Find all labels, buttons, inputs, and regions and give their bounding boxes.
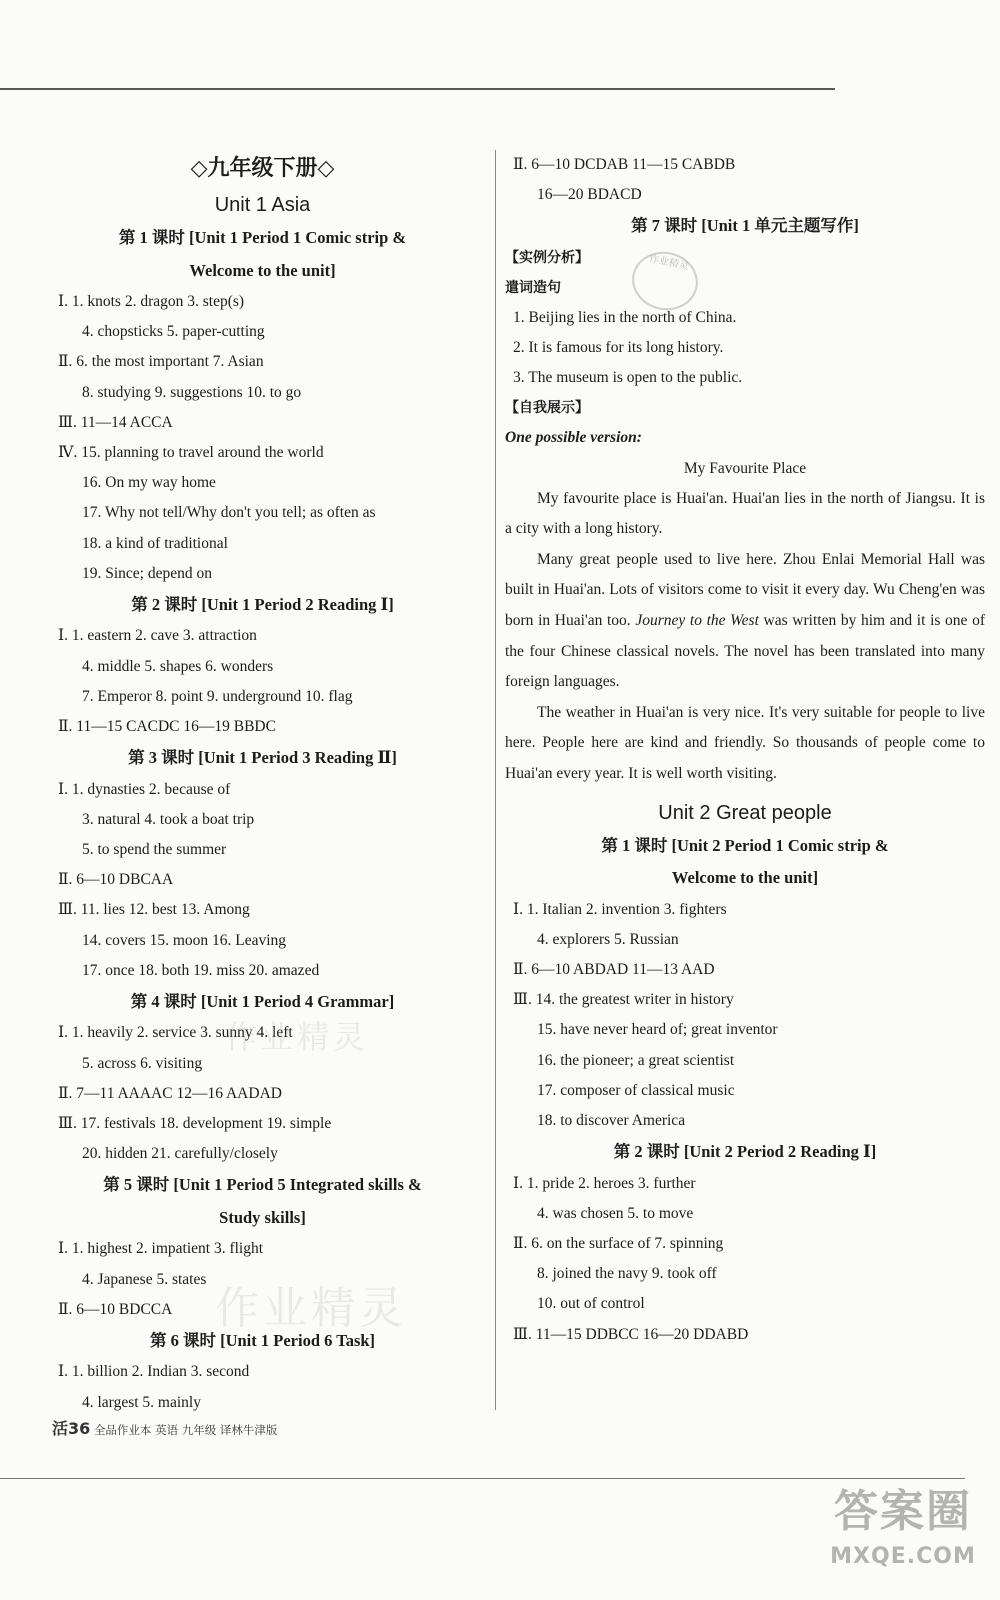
right-column [505, 150, 985, 1350]
answer-line: 10. out of control [537, 1295, 645, 1313]
lesson-heading: 第 5 课时 [Unit 1 Period 5 Integrated skills & [103, 1175, 422, 1195]
answer-line: 8. studying 9. suggestions 10. to go [82, 383, 302, 401]
answer-line: Ⅰ. 1. heavily 2. service 3. sunny 4. left [58, 1024, 293, 1042]
essay-title: My Favourite Place [683, 459, 807, 477]
answer-line: Ⅳ. 15. planning to travel around the world [58, 443, 324, 461]
lesson-heading: 第 2 课时 [Unit 1 Period 2 Reading Ⅰ] [131, 594, 394, 614]
answer-line: Ⅱ. 6—10 ABDAD 11—13 AAD [513, 960, 715, 978]
book-section-title: ◇九年级下册◇ [190, 156, 335, 181]
answer-line: 3. natural 4. took a boat trip [82, 810, 255, 828]
lesson-heading: 第 4 课时 [Unit 1 Period 4 Grammar] [130, 991, 395, 1011]
answer-line: 4. was chosen 5. to move [537, 1204, 694, 1222]
answer-line: Ⅰ. 1. knots 2. dragon 3. step(s) [58, 293, 245, 310]
lesson-heading: 第 6 课时 [Unit 1 Period 6 Task] [149, 1330, 376, 1350]
answer-line: 17. once 18. both 19. miss 20. amazed [82, 961, 320, 979]
answer-line: Ⅰ. 1. pride 2. heroes 3. further [513, 1174, 696, 1192]
answer-line: 16. On my way home [82, 474, 216, 492]
lesson-heading: 第 2 课时 [Unit 2 Period 2 Reading Ⅰ] [613, 1142, 877, 1162]
answer-line: 16—20 BDACD [537, 186, 642, 204]
page-number: 活36 [52, 1419, 91, 1438]
answer-line: 7. Emperor 8. point 9. underground 10. flag [82, 687, 353, 705]
answer-line: 8. joined the navy 9. took off [537, 1265, 717, 1283]
right-top-lines [505, 150, 985, 454]
answer-line: Ⅱ. 6. on the surface of 7. spinning [513, 1234, 724, 1252]
bottom-rule [0, 1478, 965, 1479]
answer-line: Ⅰ. 1. billion 2. Indian 3. second [58, 1363, 250, 1381]
site-logo: 答案圈 MXQE.COM [830, 1486, 976, 1569]
answer-line: 4. chopsticks 5. paper-cutting [82, 323, 265, 341]
answer-line: 17. Why not tell/Why don't you tell; as often as [82, 504, 376, 522]
answer-line: Ⅰ. 1. highest 2. impatient 3. flight [58, 1240, 264, 1258]
lesson-heading: 第 3 课时 [Unit 1 Period 3 Reading Ⅱ] [128, 748, 397, 768]
lesson-heading: 第 7 课时 [Unit 1 单元主题写作] [631, 216, 859, 236]
answer-line: 4. middle 5. shapes 6. wonders [82, 657, 274, 675]
answer-line: Ⅲ. 14. the greatest writer in history [513, 991, 734, 1009]
answer-line: Ⅰ. 1. dynasties 2. because of [58, 780, 231, 798]
answer-line: Ⅱ. 6—10 BDCCA [58, 1300, 173, 1318]
answer-line: Ⅱ. 7—11 AAAAC 12—16 AADAD [58, 1084, 282, 1102]
answer-line: Ⅱ. 6. the most important 7. Asian [58, 353, 264, 371]
watermark-text: 作业精灵 [225, 1018, 370, 1056]
answer-line: 19. Since; depend on [82, 564, 213, 582]
unit-1-title: Unit 1 Asia [214, 194, 311, 216]
answer-line: 4. Japanese 5. states [82, 1270, 207, 1288]
lesson-heading: Welcome to the unit] [671, 868, 819, 888]
answer-line: 14. covers 15. moon 16. Leaving [82, 931, 287, 949]
section-tag: 【实例分析】 [505, 249, 589, 266]
lesson-heading: Welcome to the unit] [189, 260, 336, 280]
answer-line: 5. across 6. visiting [82, 1054, 203, 1072]
answer-line: 16. the pioneer; a great scientist [537, 1051, 735, 1069]
top-rule [0, 88, 835, 90]
answer-line: Ⅲ. 11. lies 12. best 13. Among [58, 901, 250, 919]
stamp-watermark: 作业精灵 [627, 246, 704, 316]
answer-line: 4. explorers 5. Russian [537, 930, 679, 948]
answer-line: Ⅱ. 11—15 CACDC 16—19 BBDC [58, 717, 276, 735]
answer-line: 18. to discover America [537, 1111, 686, 1129]
essay-paragraph: Many great people used to live here. Zhou Enlai Memorial Hall was built in Huai'an. Lots of visitors come to visit it every day. Wu Cheng'en was born in Huai'an too. Journey to the West was written by him and it is one of the four Chinese classical novels. The novel has been translated into many foreign languages. [505, 550, 985, 691]
right-bottom-lines [505, 830, 985, 1350]
answer-line: Ⅱ. 6—10 DBCAA [58, 871, 174, 889]
sentence-line: 1. Beijing lies in the north of China. [513, 308, 737, 326]
essay-paragraph: My favourite place is Huai'an. Huai'an lies in the north of Jiangsu. It is a city with a long history. [505, 489, 985, 538]
answer-line: Ⅲ. 17. festivals 18. development 19. simple [58, 1115, 332, 1132]
answer-line: 18. a kind of traditional [82, 534, 228, 552]
answer-line: Ⅱ. 6—10 DCDAB 11—15 CABDB [513, 156, 736, 173]
answer-page [50, 150, 985, 1420]
page-footer [52, 1416, 277, 1439]
sentence-line: 2. It is famous for its long history. [513, 339, 724, 357]
sentence-line: 3. The museum is open to the public. [513, 369, 743, 387]
answer-line: Ⅲ. 11—15 DDBCC 16—20 DDABD [513, 1325, 749, 1343]
section-tag: 遣词造句 [505, 279, 561, 296]
answer-line: Ⅲ. 11—14 ACCA [58, 413, 173, 431]
answer-line: 4. largest 5. mainly [82, 1393, 201, 1411]
unit-2-title: Unit 2 Great people [658, 801, 832, 824]
left-column [50, 150, 475, 1418]
book-info: 全品作业本 英语 九年级 译林牛津版 [93, 1423, 278, 1437]
column-divider [495, 150, 496, 1410]
answer-line: Ⅰ. 1. eastern 2. cave 3. attraction [58, 627, 257, 645]
lesson-heading: Study skills] [219, 1207, 306, 1227]
left-answer-lines [50, 222, 475, 1418]
version-label: One possible version: [505, 429, 642, 447]
answer-line: 15. have never heard of; great inventor [537, 1021, 778, 1039]
section-tag: 【自我展示】 [505, 400, 589, 417]
answer-line: 20. hidden 21. carefully/closely [82, 1145, 278, 1163]
answer-line: 5. to spend the summer [82, 841, 227, 858]
essay-paragraph: The weather in Huai'an is very nice. It's very suitable for people to live here. People here are kind and friendly. So thousands of people come to Huai'an every year. It is well worth visiting. [505, 703, 985, 782]
lesson-heading: 第 1 课时 [Unit 1 Period 1 Comic strip & [118, 228, 407, 247]
answer-line: Ⅰ. 1. Italian 2. invention 3. fighters [513, 900, 727, 918]
answer-line: 17. composer of classical music [537, 1081, 735, 1099]
watermark-text: 作业精灵 [215, 1283, 407, 1334]
lesson-heading: 第 1 课时 [Unit 2 Period 1 Comic strip & [601, 835, 889, 855]
